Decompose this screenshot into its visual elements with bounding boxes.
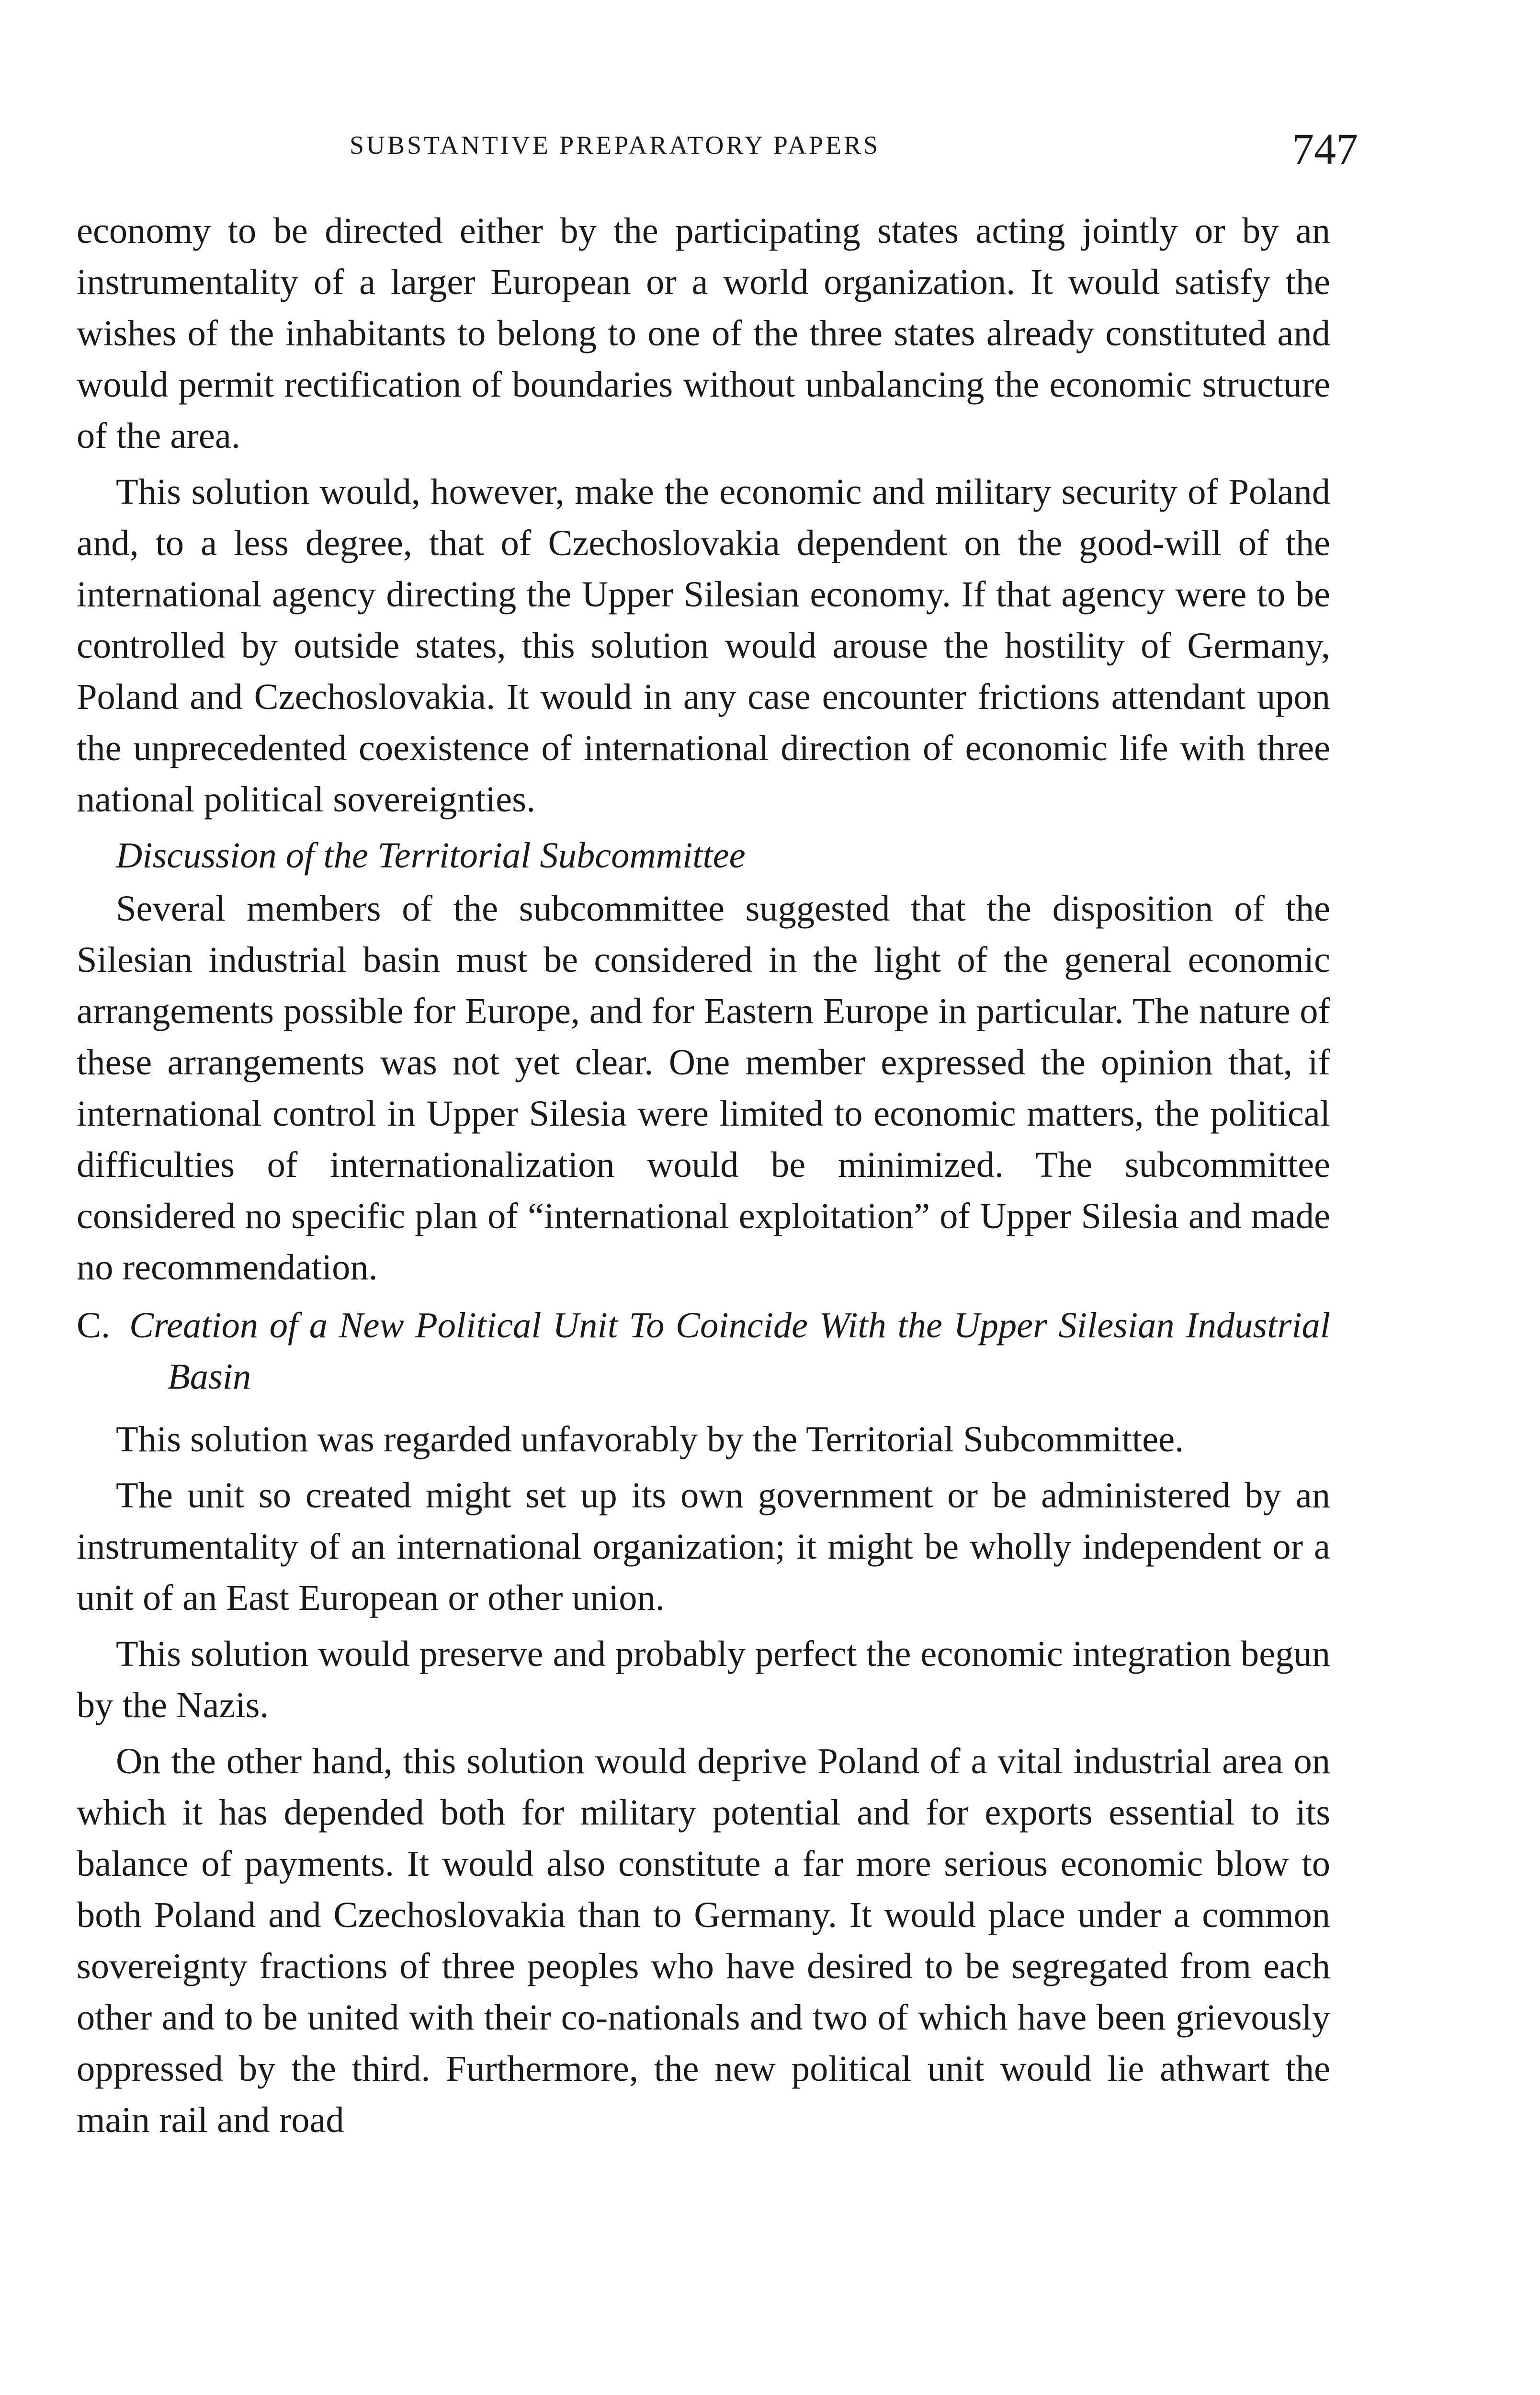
paragraph-economic-integration: This solution would preserve and probably perfect the economic integration begun by the Nazis. bbox=[77, 1633, 1330, 1725]
page-number: 747 bbox=[1292, 125, 1358, 173]
paragraph-security-dependence: This solution would, however, make the economic and military security of Poland and, to a less degree, that of Czechoslovakia dependent on the good-will of the international agency directing the Upper Silesian economy. If that agency were to be controlled by outside states, this solution would arouse the hostility of Germany, Poland and Czechoslovakia. It would in any case encounter frictions attendant upon the unprecedented coexistence of international direction of economic life with three national political sovereignties. bbox=[77, 471, 1330, 820]
paragraph-regarded-unfavorably: This solution was regarded unfavorably by the Territorial Subcommittee. bbox=[116, 1419, 1184, 1460]
paragraph-other-hand: On the other hand, this solution would deprive Poland of a vital industrial area on which it has depended both for military potential and for exports essential to its balance of payments. It would also constitute a far more serious economic blow to both Poland and Czechoslovakia than to Germany. It would place under a common sovereignty fractions of three peoples who have desired to be segregated from each other and to be united with their co-nationals and two of which have been grievously oppressed by the third. Furthermore, the new political unit would lie athwart the main rail and road bbox=[77, 1741, 1330, 2140]
running-head bbox=[0, 124, 1540, 176]
section-c-heading bbox=[77, 1300, 1330, 1402]
paragraph-subcommittee-discussion: Several members of the subcommittee suggested that the disposition of the Silesian industrial basin must be considered in the light of the general economic arrangements possible for Europe, and for Eastern Europe in particular. The nature of these arrangements was not yet clear. One member expressed the opinion that, if international control in Upper Silesia were limited to economic matters, the political difficulties of internationalization would be minimized. The subcommittee considered no specific plan of “international exploitation” of Upper Silesia and made no recommendation. bbox=[77, 888, 1330, 1288]
discussion-subheading: Discussion of the Territorial Subcommittee bbox=[116, 835, 746, 876]
section-c-title: Creation of a New Political Unit To Coincide With the Upper Silesian Industrial Basin bbox=[129, 1305, 1330, 1397]
body-text bbox=[77, 205, 1330, 2150]
section-c-letter: C. bbox=[77, 1305, 111, 1346]
paragraph-continuation: economy to be directed either by the participating states acting jointly or by an instrumentality of a larger European or a world organization. It would satisfy the wishes of the inhabitants to belong to one of the three states already constituted and would permit rectification of boundaries without unbalancing the economic structure of the area. bbox=[77, 210, 1330, 456]
running-title: SUBSTANTIVE PREPARATORY PAPERS bbox=[350, 131, 880, 160]
paragraph-unit-government: The unit so created might set up its own government or be administered by an instrumentality of an international organization; it might be wholly independent or a unit of an East European or other union. bbox=[77, 1475, 1330, 1618]
